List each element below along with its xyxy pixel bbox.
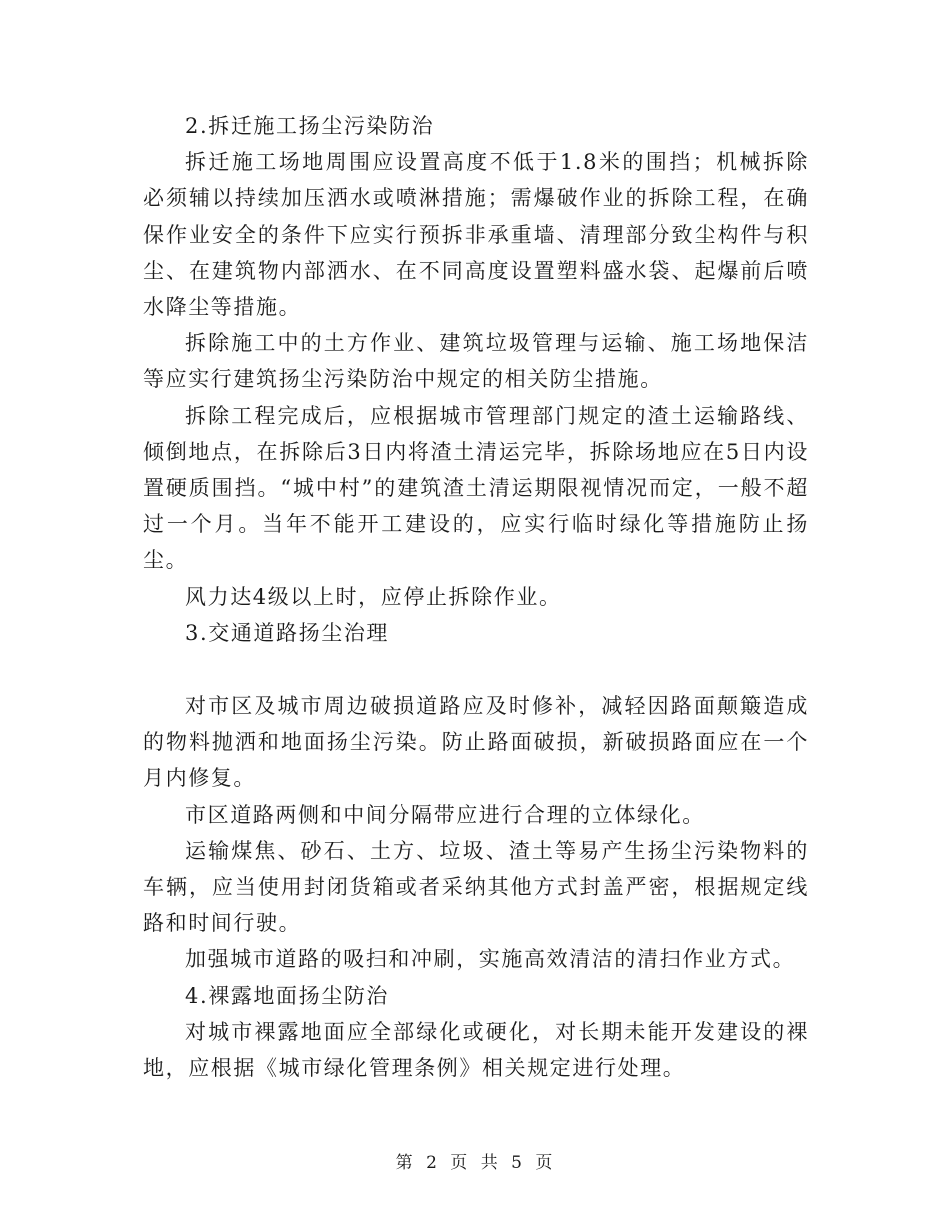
paragraph: 运输煤焦、砂石、土方、垃圾、渣土等易产生扬尘污染物料的车辆，应当使用封闭货箱或者采纳其他方式封盖严密，根据规定线路和时间行驶。 <box>143 838 809 936</box>
paragraph: 拆除工程完成后，应根据城市管理部门规定的渣土运输路线、倾倒地点，在拆除后3日内将渣土清运完毕，拆除场地应在5日内设置硬质围挡。“城中村”的建筑渣土清运期限视情况而定，一般不超过一个月。当年不能开工建设的，应实行临时绿化等措施防止扬尘。 <box>143 403 809 573</box>
paragraph: 拆迁施工场地周围应设置高度不低于1.8米的围挡；机械拆除必须辅以持续加压洒水或喷淋措施；需爆破作业的拆除工程，在确保作业安全的条件下应实行预拆非承重墙、清理部分致尘构件与积尘、在建筑物内部洒水、在不同高度设置塑料盛水袋、起爆前后喷水降尘等措施。 <box>143 150 809 320</box>
paragraph: 风力达4级以上时，应停止拆除作业。 <box>185 584 562 609</box>
section-heading-traffic: 3.交通道路扬尘治理 <box>185 620 390 645</box>
paragraph: 拆除施工中的土方作业、建筑垃圾管理与运输、施工场地保洁等应实行建筑扬尘污染防治中规定的相关防尘措施。 <box>143 331 809 392</box>
paragraph: 对城市裸露地面应全部绿化或硬化，对长期未能开发建设的裸地，应根据《城市绿化管理条例》相关规定进行处理。 <box>143 1019 809 1081</box>
section-heading-bare-ground: 4.裸露地面扬尘防治 <box>185 983 390 1008</box>
document-body <box>143 108 809 1086</box>
paragraph: 加强城市道路的吸扫和冲刷，实施高效清洁的清扫作业方式。 <box>185 947 796 972</box>
section-heading-demolition: 2.拆迁施工扬尘污染防治 <box>185 114 435 138</box>
paragraph: 市区道路两侧和中间分隔带应进行合理的立体绿化。 <box>185 802 705 827</box>
page-number-footer: 第 2 页 共 5 页 <box>395 1153 555 1173</box>
paragraph: 对市区及城市周边破损道路应及时修补，减轻因路面颠簸造成的物料抛洒和地面扬尘污染。防止路面破损，新破损路面应在一个月内修复。 <box>143 694 809 791</box>
